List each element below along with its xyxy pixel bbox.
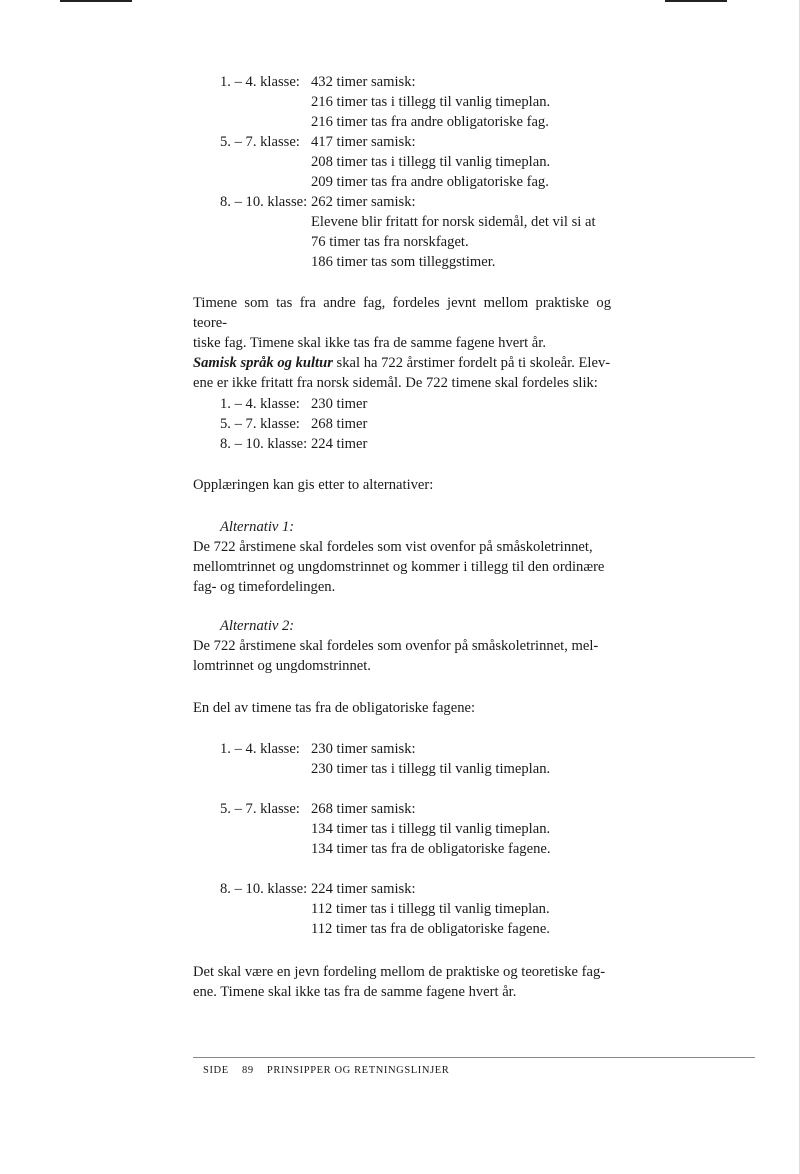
paragraph-line: Det skal være en jevn fordeling mellom de praktiske og teoretiske fag- bbox=[193, 964, 606, 980]
hours-line: 224 timer bbox=[311, 436, 368, 452]
hours-line: 76 timer tas fra norskfaget. bbox=[311, 234, 469, 250]
paragraph-line: De 722 årstimene skal fordeles som vist ovenfor på småskoletrinnet, bbox=[193, 539, 593, 555]
hours-line: 268 timer samisk: bbox=[311, 801, 416, 817]
grade-label: 5. – 7. klasse: bbox=[220, 801, 300, 817]
paragraph-samisk-sprak bbox=[193, 353, 611, 393]
subject-name: Samisk språk og kultur bbox=[193, 355, 333, 371]
hours-line: 186 timer tas som tilleggstimer. bbox=[311, 254, 496, 270]
paragraph-line: tiske fag. Timene skal ikke tas fra de samme fagene hvert år. bbox=[193, 335, 546, 351]
grade-label: 5. – 7. klasse: bbox=[220, 416, 300, 432]
grade-label: 1. – 4. klasse: bbox=[220, 74, 300, 90]
paragraph-line: mellomtrinnet og ungdomstrinnet og kommer i tillegg til den ordinære bbox=[193, 559, 605, 575]
paragraph-line: ene er ikke fritatt fra norsk sidemål. De 722 timene skal fordeles slik: bbox=[193, 375, 598, 391]
hours-line: 216 timer tas i tillegg til vanlig timeplan. bbox=[311, 94, 551, 110]
hours-line: 112 timer tas i tillegg til vanlig timeplan. bbox=[311, 901, 550, 917]
grade-label: 1. – 4. klasse: bbox=[220, 741, 300, 757]
alternative-2-heading: Alternativ 2: bbox=[220, 618, 295, 634]
intro-alternatives: Opplæringen kan gis etter to alternativer: bbox=[193, 477, 434, 493]
hours-line: 216 timer tas fra andre obligatoriske fag. bbox=[311, 114, 549, 130]
alternative-2-text bbox=[193, 636, 611, 676]
paragraph-line: lomtrinnet og ungdomstrinnet. bbox=[193, 658, 371, 674]
hours-line: 134 timer tas i tillegg til vanlig timeplan. bbox=[311, 821, 551, 837]
alternative-1-text bbox=[193, 537, 611, 597]
alternative-1-heading: Alternativ 1: bbox=[220, 519, 295, 535]
hours-line: Elevene blir fritatt for norsk sidemål, det vil si at bbox=[311, 214, 596, 230]
top-scan-mark bbox=[60, 0, 132, 2]
hours-line: 268 timer bbox=[311, 416, 368, 432]
page-footer bbox=[203, 1064, 459, 1078]
page-number: 89 bbox=[241, 1065, 254, 1076]
hours-line: 417 timer samisk: bbox=[311, 134, 416, 150]
paragraph-line: ene. Timene skal ikke tas fra de samme fagene hvert år. bbox=[193, 984, 517, 1000]
hours-line: 230 timer bbox=[311, 396, 368, 412]
hours-line: 134 timer tas fra de obligatoriske fagene. bbox=[311, 841, 551, 857]
paragraph-closing bbox=[193, 962, 611, 1002]
paragraph-distribution bbox=[193, 293, 611, 353]
hours-line: 209 timer tas fra andre obligatoriske fag. bbox=[311, 174, 549, 190]
footer-rule bbox=[193, 1057, 755, 1058]
hours-line: 224 timer samisk: bbox=[311, 881, 416, 897]
footer-title: PRINSIPPER OG RETNINGSLINJER bbox=[266, 1065, 450, 1076]
hours-line: 208 timer tas i tillegg til vanlig timeplan. bbox=[311, 154, 551, 170]
grade-label: 8. – 10. klasse: bbox=[220, 194, 308, 210]
footer-side-label: SIDE bbox=[203, 1065, 229, 1076]
grade-label: 1. – 4. klasse: bbox=[220, 396, 300, 412]
hours-line: 262 timer samisk: bbox=[311, 194, 416, 210]
paragraph-line: De 722 årstimene skal fordeles som ovenfor på småskoletrinnet, mel- bbox=[193, 638, 599, 654]
intro-subjects: En del av timene tas fra de obligatoriske fagene: bbox=[193, 700, 476, 716]
hours-line: 230 timer samisk: bbox=[311, 741, 416, 757]
hours-line: 230 timer tas i tillegg til vanlig timeplan. bbox=[311, 761, 551, 777]
hours-line: 432 timer samisk: bbox=[311, 74, 416, 90]
grade-label: 5. – 7. klasse: bbox=[220, 134, 300, 150]
grade-label: 8. – 10. klasse: bbox=[220, 881, 308, 897]
paragraph-text: skal ha 722 årstimer fordelt på ti skoleår. Elev- bbox=[332, 355, 611, 371]
paragraph-line: fag- og timefordelingen. bbox=[193, 579, 336, 595]
grade-label: 8. – 10. klasse: bbox=[220, 436, 308, 452]
top-scan-mark bbox=[665, 0, 727, 2]
paragraph-line: Timene som tas fra andre fag, fordeles jevnt mellom praktiske og teore- bbox=[193, 295, 611, 331]
hours-line: 112 timer tas fra de obligatoriske fagene. bbox=[311, 921, 550, 937]
